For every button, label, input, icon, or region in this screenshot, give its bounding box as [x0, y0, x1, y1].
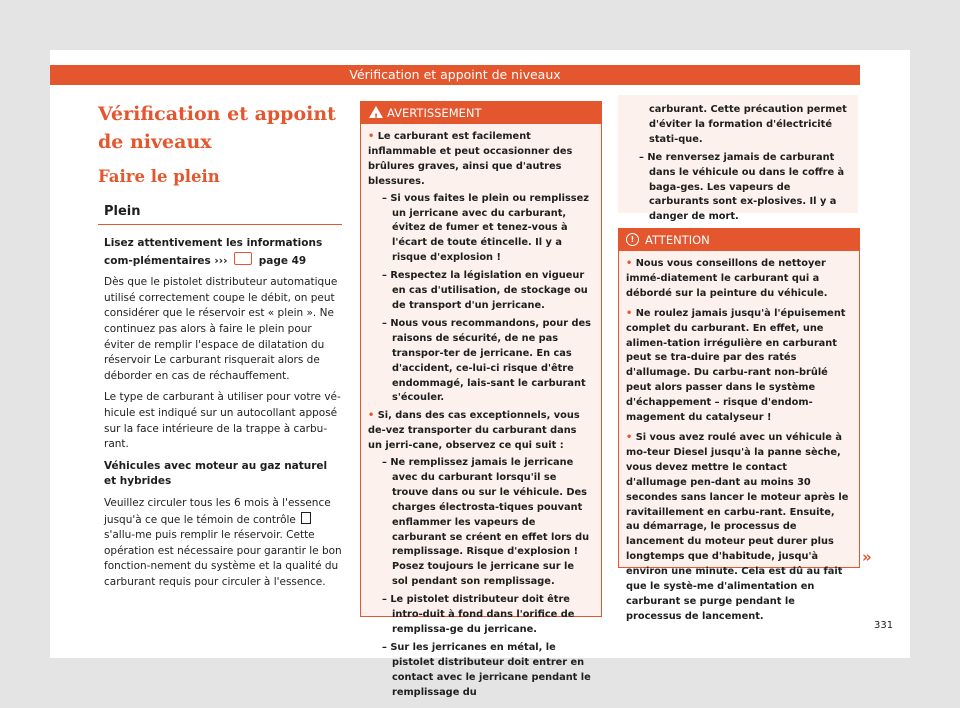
- left-column: [104, 236, 342, 596]
- continue-marker: »: [862, 548, 872, 566]
- warning-continuation: [618, 95, 858, 223]
- page-number: 331: [874, 620, 894, 631]
- warning-triangle-icon: [369, 106, 383, 118]
- warning-label: AVERTISSEMENT: [387, 106, 482, 120]
- warning-bullet-2: • Si, dans des cas exceptionnels, vous de-vez transporter du carburant dans un jerri-cane, observez ce qui suit :: [368, 409, 593, 454]
- attention-item: • Si vous avez roulé avec un véhicule à mo-teur Diesel jusqu'à la panne sèche, vous devez mettre le contact d'allumage pen-dant au moins 30 secondes sans lancer le moteur après le ravitaillement en carbu-rant. Ensuite, au démarrage, le processus de lancement du moteur peut durer plus longtemps que d'habitude, jusqu'à environ une minute. Cela est dû au fait que le systè-me d'alimentation en carburant se purge pendant le processus de lancement.: [626, 431, 851, 625]
- warning-bullet-1: • Le carburant est facilement inflammable et peut occasionner des brûlures graves, ainsi que d'autres blessures.: [368, 130, 593, 190]
- info-circle-icon: !: [626, 233, 639, 246]
- attention-body: [619, 251, 859, 625]
- intro-paragraph: [104, 236, 342, 269]
- cross-ref-link[interactable]: page 49: [255, 254, 307, 267]
- intro-text: Lisez attentivement les informations com-plémentaires: [104, 237, 323, 267]
- warning-sub-item: – Ne renversez jamais de carburant dans le véhicule ou dans le coffre à baga-ges. Les vapeurs de carburants sont ex-plosives. Il y a danger de mort.: [639, 151, 850, 226]
- attention-item: • Nous vous conseillons de nettoyer immé-diatement le carburant qui a débordé sur la peinture du véhicule.: [626, 257, 851, 302]
- paragraph-gas-hybrid-a: Veuillez circuler tous les 6 mois à l'essence jusqu'à ce que le témoin de contrôle: [104, 496, 331, 526]
- paragraph-gas-hybrid-b: s'allu-me puis remplir le réservoir. Cette opération est nécessaire pour garantir le bon fonction-nement du système et la qualité du carburant requis pour circuler à l'essence.: [104, 529, 342, 588]
- running-header: Vérification et appoint de niveaux: [50, 65, 860, 85]
- warning-continued-text: carburant. Cette précaution permet d'éviter la formation d'électricité stati-que.: [649, 104, 847, 145]
- warning-body: [361, 124, 601, 701]
- attention-item: • Ne roulez jamais jusqu'à l'épuisement complet du carburant. En effet, une alimen-tation irrégulière en carburant peut se tra-duire par des ratés d'allumage. Du carbu-rant non-brûlé peut alors passer dans le système d'échappement – risque d'endom-magement du catalyseur !: [626, 307, 851, 426]
- attention-box: [618, 228, 860, 622]
- warning-sub-item: – Si vous faites le plein ou remplissez un jerricane avec du carburant, évitez de fumer et tenez-vous à l'écart de toute étincelle. Il y a risque d'explosion !: [382, 192, 593, 267]
- warning-header: [361, 102, 601, 124]
- warning-continuation-body: [618, 95, 858, 225]
- warning-sub-item: – Nous vous recommandons, pour des raisons de sécurité, de ne pas transpor-ter de jerricane. En cas d'accident, ce-lui-ci risque d'être endommagé, lais-sant le carburant s'écouler.: [382, 317, 593, 406]
- paragraph-gas-hybrid: [104, 496, 342, 591]
- section-title: Faire le plein: [98, 167, 220, 186]
- paragraph-plein: Dès que le pistolet distributeur automatique utilisé correctement coupe le débit, on peut considérer que le réservoir est « plein ». Ne continuez pas alors à faire le plein pour éviter de remplir l'espace de dilatation du réservoir Le carburant risquerait alors de déborder en cas de réchauffement.: [104, 276, 338, 382]
- fuel-pump-icon: [301, 512, 311, 524]
- warning-sub-item: – Sur les jerricanes en métal, le pistolet distributeur doit entrer en contact avec le jerricane pendant le remplissage du: [382, 641, 593, 701]
- warning-sub-item: – Ne remplissez jamais le jerricane avec du carburant lorsqu'il se trouve dans ou sur le véhicule. Des charges électrosta-tiques pouvant enflammer les vapeurs de carburant se créent en effet lors du remplissage. Risque d'explosion ! Posez toujours le jerricane sur le sol pendant son remplissage.: [382, 456, 593, 590]
- warning-sub-item: – Le pistolet distributeur doit être intro-duit à fond dans l'orifice de remplissa-ge du jerricane.: [382, 593, 593, 638]
- attention-header: [619, 229, 859, 251]
- book-reference-icon: [234, 252, 252, 265]
- attention-label: ATTENTION: [645, 233, 710, 247]
- paragraph-fuel-type: Le type de carburant à utiliser pour votre vé-hicule est indiqué sur un autocollant apposé sur la face intérieure de la trappe à carbu-rant.: [104, 391, 341, 451]
- page-title: Vérification et appoint de niveaux: [98, 103, 336, 153]
- warning-sub-item: – Respectez la législation en vigueur en cas d'utilisation, de stockage ou de transport d'un jerricane.: [382, 269, 593, 314]
- cross-ref-arrows: ›››: [214, 254, 232, 267]
- warning-box: [360, 101, 602, 698]
- heading-gas-hybrid: Véhicules avec moteur au gaz naturel et hybrides: [104, 459, 328, 488]
- subsection-rule: [98, 224, 342, 225]
- subsection-title: Plein: [104, 204, 141, 219]
